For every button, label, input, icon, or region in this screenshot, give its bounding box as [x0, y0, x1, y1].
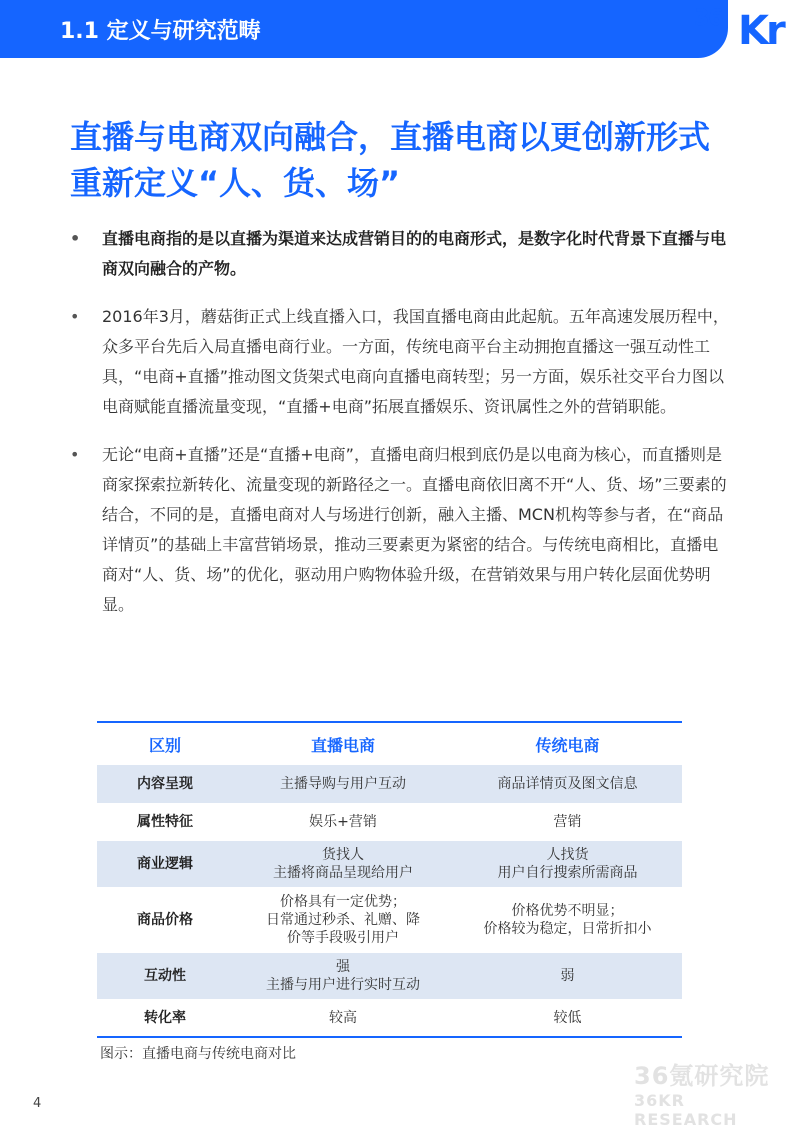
bullet-text: 2016年3月，蘑菇街正式上线直播入口，我国直播电商由此起航。五年高速发展历程中，众多平台先后入局直播电商行业。一方面，传统电商平台主动拥抱直播这一强互动性工具，“电商+直播”推动图文货架式电商向直播电商转型；另一方面，娱乐社交平台力图以电商赋能直播流量变现，“直播+电商”拓展直播娱乐、资讯属性之外的营销职能。 — [102, 307, 729, 416]
bullet-item — [70, 440, 730, 620]
36kr-logo — [694, 6, 794, 56]
live-commerce-cell: 价格具有一定优势； 日常通过秒杀、礼赠、降 价等手段吸引用户 — [266, 894, 420, 946]
bullet-marker: • — [70, 229, 81, 248]
section-label: 1.1 定义与研究范畴 — [60, 19, 261, 44]
live-commerce-cell: 货找人 主播将商品呈现给用户 — [233, 841, 453, 887]
bullet-item — [70, 302, 730, 422]
table-header-cell: 直播电商 — [233, 722, 453, 765]
traditional-commerce-cell: 弱 — [453, 953, 682, 999]
title-line-2: 重新定义“人、货、场” — [70, 164, 401, 202]
traditional-commerce-cell: 营销 — [553, 814, 582, 830]
research-watermark — [634, 1056, 794, 1129]
comparison-table — [97, 721, 682, 1038]
row-label: 属性特征 — [137, 814, 193, 830]
row-label: 商品价格 — [137, 912, 193, 928]
traditional-commerce-cell: 商品详情页及图文信息 — [453, 765, 682, 803]
bullet-marker: • — [70, 307, 80, 326]
row-label: 转化率 — [97, 999, 233, 1037]
table-header-cell: 传统电商 — [453, 722, 682, 765]
row-label: 内容呈现 — [97, 765, 233, 803]
table-row — [97, 841, 682, 887]
bullet-list — [70, 224, 730, 638]
table-row — [97, 803, 682, 841]
live-commerce-cell: 娱乐+营销 — [309, 814, 377, 830]
watermark-en: 36KR RESEARCH — [634, 1091, 738, 1129]
table-row — [97, 887, 682, 953]
table-header-row — [97, 722, 682, 765]
table-row — [97, 999, 682, 1037]
bullet-text: 直播电商指的是以直播为渠道来达成营销目的的电商形式，是数字化时代背景下直播与电商双向融合的产物。 — [102, 229, 727, 278]
bullet-marker: • — [70, 445, 80, 464]
logo-number: 36 — [694, 6, 723, 31]
row-label: 互动性 — [97, 953, 233, 999]
page-number: 4 — [33, 1096, 42, 1111]
watermark-cn: 36氪研究院 — [634, 1062, 770, 1090]
bullet-text: 无论“电商+直播”还是“直播+电商”，直播电商归根到底仍是以电商为核心，而直播则是商家探索拉新转化、流量变现的新路径之一。直播电商依旧离不开“人、货、场”三要素的结合，不同的是，直播电商对人与场进行创新，融入主播、MCN机构等参与者，在“商品详情页”的基础上丰富营销场景，推动三要素更为紧密的结合。与传统电商相比，直播电商对“人、货、场”的优化，驱动用户购物体验升级，在营销效果与用户转化层面优势明显。 — [102, 445, 727, 614]
header-band — [0, 0, 728, 58]
page-title — [70, 114, 750, 206]
title-line-1: 直播与电商双向融合，直播电商以更创新形式 — [70, 118, 711, 156]
logo-letters: Kr — [738, 8, 783, 54]
bullet-item — [70, 224, 730, 284]
live-commerce-cell: 较高 — [233, 999, 453, 1037]
table-header-cell: 区别 — [97, 722, 233, 765]
traditional-commerce-cell: 人找货 用户自行搜索所需商品 — [453, 841, 682, 887]
live-commerce-cell: 主播导购与用户互动 — [233, 765, 453, 803]
live-commerce-cell: 强 主播与用户进行实时互动 — [233, 953, 453, 999]
table-row — [97, 765, 682, 803]
table-row — [97, 953, 682, 999]
traditional-commerce-cell: 价格优势不明显； 价格较为稳定，日常折扣小 — [483, 903, 652, 937]
row-label: 商业逻辑 — [97, 841, 233, 887]
figure-caption: 图示：直播电商与传统电商对比 — [100, 1046, 296, 1062]
traditional-commerce-cell: 较低 — [453, 999, 682, 1037]
